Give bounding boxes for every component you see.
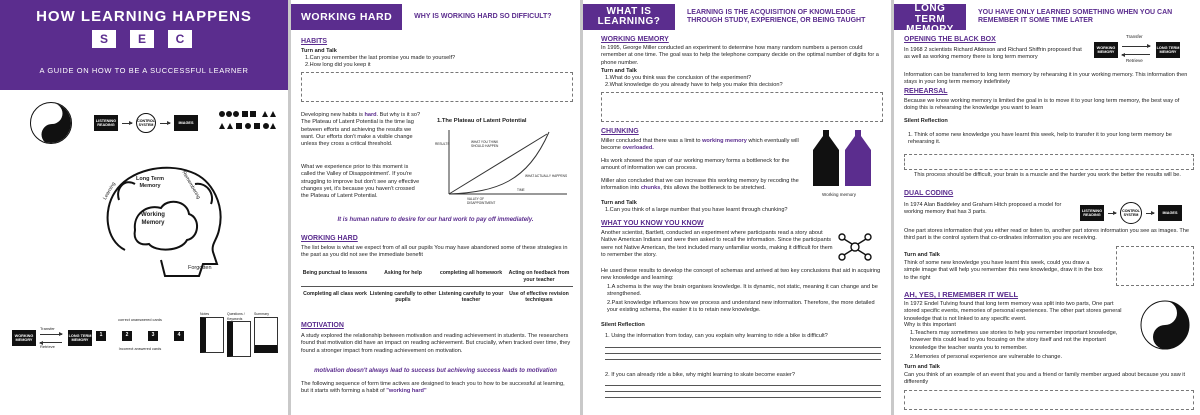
chunk-emph: chunks [640, 185, 661, 192]
chunking-text-1 [601, 138, 801, 153]
question-3: 1.Can you think of a large number that you have learnt through chunking? [605, 207, 788, 213]
working-hard-page [291, 0, 580, 415]
dual-coding-heading: DUAL CODING [904, 190, 954, 197]
reflection-1: 1. Using the information from today, can you explain why learning to ride a bike is difficult? [605, 333, 828, 339]
letter-c: C [168, 30, 192, 48]
transfer-label: Transfer [40, 326, 55, 331]
control-circle: CONTROL SYSTEM [136, 113, 156, 133]
ltm-label: Long Term Memory [135, 176, 164, 190]
control-circle: CONTROL SYSTEM [1120, 202, 1142, 224]
expectation-cell: Asking for help [369, 270, 437, 287]
chunking-text-2: His work showed the span of our working memory forms a bottleneck for the amount of information we can process. [601, 158, 790, 172]
page-question: LEARNING IS THE ACQUISITION OF KNOWLEDGE THROUGH STUDY, EXPERIENCE, OR BEING TAUGHT [687, 8, 866, 24]
summary-sheet [254, 317, 278, 353]
cover-subtitle: A GUIDE ON HOW TO BE A SUCCESSFUL LEARNER [39, 66, 249, 75]
retrieve-label: Retrieve [40, 344, 55, 349]
listening-box: LISTENING READING [1080, 205, 1104, 221]
school-seal-icon [30, 102, 72, 144]
actual-label: WHAT ACTUALLY HAPPENS [525, 174, 568, 178]
question-2: 2.How long did you keep it [305, 62, 371, 68]
nature-statement: It is human nature to desire for our hard work to pay off immediately. [337, 217, 534, 223]
black-box-text: In 1968 2 scientists Richard Atkinson and Richard Shiffrin proposed that as well as working memory there is long term memory [904, 47, 1082, 61]
answer-lines[interactable] [605, 380, 881, 398]
transfer-diagram [12, 326, 92, 349]
summary-label: Summary [254, 312, 269, 316]
questions-label: Questions / Keywords [227, 312, 245, 321]
answer-box[interactable] [601, 92, 883, 122]
retrieve-label: Retrieve [1126, 58, 1143, 63]
question-1: 1.What do you think was the conclusion of the experiment? [605, 75, 752, 81]
page-header [583, 0, 891, 34]
results-label: RESULTS [435, 142, 450, 146]
arrow-icon [1108, 213, 1116, 214]
transfer-diagram [1094, 34, 1180, 63]
cover-model-diagram [94, 113, 198, 133]
arrow-icon [160, 123, 170, 124]
silent-reflection-text: 1. Think of some new knowledge you have learnt this week, help to transfer it to your long term memory be rehearsing it. [908, 132, 1172, 146]
why-2: 2.Memories of personal experience are vulnerable to change. [910, 354, 1063, 360]
correct-label: correct unanswered cards [118, 318, 162, 322]
info-text: Information can be transferred to long term memory by rehearsing it in your working memory. This information then stays in your long term memory indefinitely [904, 72, 1188, 86]
page-question: YOU HAVE ONLY LEARNED SOMETHING WHEN YOU CAN REMEMBER IT SOME TIME LATER [978, 8, 1173, 24]
school-seal-icon [1140, 300, 1190, 350]
think-label: WHAT YOU THINK SHOULD HAPPEN [471, 140, 499, 149]
learning-label: Learning [102, 181, 117, 202]
schema-text: He used these results to develop the concept of schemas and arrived at two key conclusions that aid in acquiring new knowledge and learning: [601, 268, 881, 282]
answer-box[interactable] [301, 72, 573, 102]
motivation-text: A study explored the relationship between motivation and reading achievement in students. The researchers found that motivation did have an impact on reading achievement. But crucially, when tracked over time, they found a stronger impact from reading achievement on motivation. [301, 333, 571, 354]
remembering-label: Remembering [180, 170, 202, 201]
leitner-box: 4 [174, 331, 184, 341]
valley-label: VALLEY OF DISAPPOINTMENT [467, 197, 496, 206]
rehearsal-heading: REHEARSAL [904, 88, 948, 95]
transfer-arrows [1122, 34, 1152, 63]
chunk-span: Miller concluded that there was a limit to [601, 138, 701, 144]
page-label: LONG TERM MEMORY [894, 4, 970, 30]
motivation-heading: MOTIVATION [301, 322, 344, 329]
follow-span: The following sequence of form time actives are designed to teach you to how to be successful at learning, but it starts with forming a habit of [301, 381, 565, 395]
working-memory-text: In 1995, George Miller conducted an experiment to determine how many random numbers a person could remember at one time. The goal was to help the telephone company decide on the optimal number of digits for a phone number. [601, 45, 879, 66]
working-hard-text: The list below is what we expect from of all our pupils You may have abandoned some of these strategies in the past as you did not see the immediate benefit [301, 245, 568, 259]
expectation-cell: Completing all class work [303, 290, 367, 297]
expectation-cell: Use of effective revision techniques [509, 290, 569, 304]
cover-title: HOW LEARNING HAPPENS [36, 8, 252, 25]
wm-box: WORKING MEMORY [1094, 42, 1118, 58]
page-header [894, 0, 1200, 34]
chunk-span: which eventually will become [601, 138, 799, 152]
sec-letters [92, 30, 192, 48]
forgotten-label: Forgotten [188, 265, 212, 271]
transfer-label: Transfer [1126, 34, 1143, 39]
drawing-box[interactable] [1116, 246, 1194, 286]
ltm-box: LONG TERM MEMORY [1156, 42, 1180, 58]
arrow-icon [1122, 54, 1150, 55]
para-text: . But why is it so? The Plateau of Latent Potential is the time lag between efforts and achieving the results we want. Our efforts don't make a visible change unless they cross a critical threshold. [301, 112, 421, 148]
arrow-icon [1146, 213, 1154, 214]
process-text: This process should be difficult, your brain is a muscle and the harder you work the better the results will be. [914, 172, 1181, 178]
hard-emphasis: hard [364, 112, 377, 118]
long-term-memory-page [894, 0, 1200, 415]
images-box: IMAGES [174, 115, 198, 131]
turn-talk-text: Think of some new knowledge you have learnt this week, could you draw a simple image that will help you remember this new knowledge, draw it in the box to the right [904, 260, 1103, 281]
habits-paragraph [301, 112, 423, 148]
working-hard-quote: "working hard" [386, 388, 427, 395]
letter-e: E [130, 30, 154, 48]
chunk-emph: working memory [702, 138, 747, 144]
arrow-icon [1122, 46, 1150, 47]
working-memory-heading: WORKING MEMORY [601, 36, 669, 43]
notes-label: Notes [200, 312, 210, 316]
time-label: TIME [517, 188, 525, 192]
leitner-box: 1 [96, 331, 106, 341]
expectation-cell: completing all homework [437, 270, 505, 287]
page-label: WHAT IS LEARNING? [583, 4, 679, 30]
silent-reflection-label: Silent Reflection [904, 118, 948, 124]
habits-heading: HABITS [301, 38, 328, 45]
dual-coding-diagram [1080, 202, 1182, 224]
follow-text [301, 381, 573, 396]
page-header [291, 0, 580, 34]
reflection-2: 2. If you can already ride a bike, why might learning to skate become easier? [605, 372, 795, 378]
leitner-box: 3 [148, 331, 158, 341]
expectations-grid [301, 270, 573, 304]
answer-lines[interactable] [605, 342, 881, 360]
working-hard-heading: WORKING HARD [301, 235, 358, 242]
chunk-span: , this allows the bottleneck to be stretched. [660, 185, 766, 192]
answer-box[interactable] [904, 154, 1194, 170]
wyk-heading: WHAT YOU KNOW YOU KNOW [601, 220, 704, 227]
what-is-learning-page [583, 0, 891, 415]
arrow-icon [122, 123, 132, 124]
turn-talk-label-2: Turn and Talk [601, 200, 637, 206]
wm-label: Working Memory [141, 212, 165, 226]
page-label: WORKING HARD [291, 4, 406, 30]
listening-box: LISTENING READING [94, 115, 118, 131]
dual-coding-text: In 1974 Alan Baddeley and Graham Hitch proposed a model for working memory that has 3 parts. [904, 202, 1062, 216]
arrow-icon [40, 334, 62, 335]
tulving-text: In 1972 Endel Tulving found that long term memory was split into two parts, One part stored specific events, memories of personal experiences. The other part stores general knowledge that is not linked to any specific event. [904, 301, 1122, 322]
questions-sheet [227, 321, 251, 357]
leitner-box: 2 [122, 331, 132, 341]
bottle-icon [809, 128, 879, 188]
network-icon [837, 232, 873, 262]
expectation-cell: Being punctual to lessons [301, 270, 369, 287]
cover-page [0, 0, 288, 415]
question-1: 1.Can you remember the last promise you made to yourself? [305, 55, 456, 61]
wm-bottle-label: Working memory [822, 192, 856, 197]
question-2: 2.What knowledge do you already have to help you make this decision? [605, 82, 783, 88]
incorrect-label: Incorrect answered cards [118, 346, 162, 351]
shapes-icon [218, 110, 278, 134]
turn-talk-label: Turn and Talk [601, 68, 637, 74]
black-box-heading: OPENING THE BLACK BOX [904, 36, 996, 43]
chunk-span: Miller also concluded that we can increase this working memory by recoding the information into [601, 178, 799, 192]
cornell-notes-diagram [200, 312, 280, 356]
why-label: Why is this important [904, 322, 956, 328]
images-box: IMAGES [1158, 205, 1182, 221]
page-question: WHY IS WORKING HARD SO DIFFICULT? [414, 12, 552, 20]
transfer-arrows [40, 326, 64, 349]
turn-talk-text-2: Can you think of an example of an event that you and a friend or family member argued about because you saw it differently [904, 372, 1186, 386]
para-text: Developing new habits is [301, 112, 363, 118]
ltm-box: LONG TERM MEMORY [68, 330, 92, 346]
schema-1: 1.A schema is the way the brain organises knowledge. It is dynamic, not static, meaning it can change and be strengthened. [607, 284, 878, 298]
expectation-cell: Listening carefully to your teacher [438, 290, 504, 304]
leitner-diagram [90, 318, 190, 356]
remember-heading: AH, YES, I REMEMBER IT WELL [904, 290, 1019, 299]
wm-box: WORKING MEMORY [12, 330, 36, 346]
expectation-cell: Acting on feedback from your teacher [505, 270, 573, 287]
plateau-chart-title: 1.The Plateau of Latent Potential [437, 118, 527, 124]
notes-sheet [200, 317, 224, 353]
wyk-text: Another scientist, Bartlett, conducted an experiment where participants read a story about Native American Indians and were then asked to recall the information. Since the participants were not Native American, the text included many unfamiliar words, making it difficult for them to remember the story. [601, 230, 833, 258]
chunking-heading: CHUNKING [601, 128, 639, 135]
valley-paragraph: What we experience prior to this moment is called the Valley of Disappointment'. If you're struggling to improve but don't see any effective changes yet, it's because you haven't crossed the Plateau of Latent Potential. [301, 164, 420, 200]
answer-box[interactable] [904, 390, 1194, 410]
turn-talk-label: Turn and Talk [904, 252, 940, 258]
turn-talk-label: Turn and Talk [301, 48, 337, 54]
schema-2: 2.Past knowledge influences how we process and understand new information. Therefore, the more detailed your existing schema, the easier it is to retain new knowledge. [607, 300, 875, 314]
letter-s: S [92, 30, 116, 48]
expectation-cell: Listening carefully to other pupils [369, 290, 437, 304]
cover-banner [0, 0, 288, 90]
why-1: 1.Teachers may sometimes use stories to help you remember important knowledge, however this could lead to you focusing on the story itself and not the important knowledge the teacher wants you to remember. [910, 330, 1118, 351]
rehearsal-text: Because we know working memory is limited the goal in is to move it to your long term memory, the best way of doing this is rehearsing the knowledge you want to learn [904, 98, 1180, 112]
turn-talk-label-2: Turn and Talk [904, 364, 940, 370]
one-part-text: One part stores information that you either read or listen to, another part stores information you see as images. The third part is the control system that co-ordinates information you are receiving. [904, 228, 1190, 242]
silent-reflection-label: Silent Reflection [601, 322, 645, 328]
chunk-emph: overloaded. [622, 145, 654, 152]
arrow-icon [40, 342, 62, 343]
plateau-chart [437, 126, 571, 206]
motivation-statement: motivation doesn't always lead to success but achieving success leads to motivation [314, 368, 557, 374]
chunking-text-3 [601, 178, 801, 193]
